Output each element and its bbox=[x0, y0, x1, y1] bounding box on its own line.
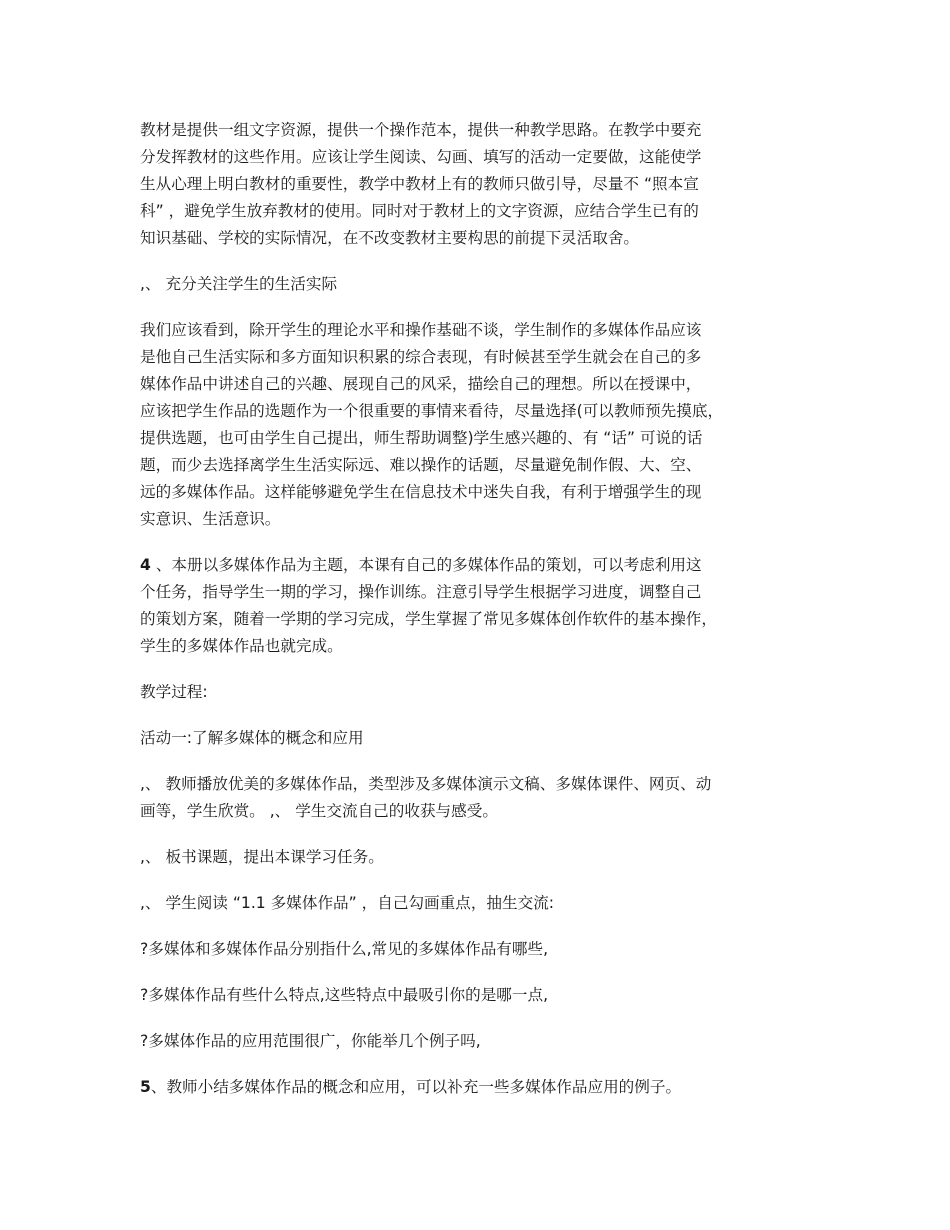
item5-line bbox=[140, 1077, 681, 1097]
step1-line-2: 画等，学生欣赏。 ,、 学生交流自己的收获与感受。 bbox=[140, 802, 498, 820]
para2-line-4: 应该把学生作品的选题作为一个很重要的事情来看待，尽量选择(可以教师预先摸底， bbox=[140, 402, 724, 420]
item4-line-2: 个任务，指导学生一期的学习，操作训练。注意引导学生根据学习进度，调整自己 bbox=[140, 583, 702, 601]
step3: ,、 板书课题，提出本课学习任务。 bbox=[140, 848, 384, 866]
para2-line-1: 我们应该看到，除开学生的理论水平和操作基础不谈，学生制作的多媒体作品应该 bbox=[140, 321, 702, 339]
para1-line-5: 知识基础、学校的实际情况，在不改变教材主要构思的前提下灵活取舍。 bbox=[140, 229, 640, 247]
para1-line-3: 生从心理上明白教材的重要性，教学中教材上有的教师只做引导，尽量不 “照本宣 bbox=[140, 175, 699, 193]
para2-line-6: 题，而少去选择离学生生活实际远、难以操作的话题，尽量避免制作假、大、空、 bbox=[140, 456, 702, 474]
item5-number: 5 bbox=[140, 1078, 151, 1096]
para2-line-3: 媒体作品中讲述自己的兴趣、展现自己的风采，描绘自己的理想。所以在授课中， bbox=[140, 375, 702, 393]
item4-line-1 bbox=[140, 555, 702, 575]
para2-line-2: 是他自己生活实际和多方面知识积累的综合表现，有时候甚至学生就会在自己的多 bbox=[140, 348, 702, 366]
para2-line-5: 提供选题，也可由学生自己提出，师生帮助调整)学生感兴趣的、有 “话” 可说的话 bbox=[140, 429, 703, 447]
para2-line-8: 实意识、生活意识。 bbox=[140, 510, 281, 528]
question-2: ?多媒体作品有些什么特点,这些特点中最吸引你的是哪一点, bbox=[140, 986, 549, 1004]
step1-line-1: ,、 教师播放优美的多媒体作品，类型涉及多媒体演示文稿、多媒体课件、网页、动 bbox=[140, 775, 712, 793]
section-heading-life: ,、 充分关注学生的生活实际 bbox=[140, 275, 338, 293]
process-title: 教学过程: bbox=[140, 683, 208, 701]
item4-line-4: 学生的多媒体作品也就完成。 bbox=[140, 637, 343, 655]
para1-line-2: 分发挥教材的这些作用。应该让学生阅读、勾画、填写的活动一定要做，这能使学 bbox=[140, 148, 702, 166]
activity1-title: 活动一:了解多媒体的概念和应用 bbox=[140, 729, 364, 747]
item4-line-3: 的策划方案，随着一学期的学习完成，学生掌握了常见多媒体创作软件的基本操作， bbox=[140, 610, 717, 628]
question-3: ?多媒体作品的应用范围很广，你能举几个例子吗, bbox=[140, 1032, 481, 1050]
step4: ,、 学生阅读 “1.1 多媒体作品” ，自己勾画重点，抽生交流: bbox=[140, 894, 555, 912]
question-1: ?多媒体和多媒体作品分别指什么,常见的多媒体作品有哪些, bbox=[140, 940, 549, 958]
item4-number: 4 bbox=[140, 556, 151, 574]
para1-line-1: 教材是提供一组文字资源，提供一个操作范本，提供一种教学思路。在教学中要充 bbox=[140, 121, 702, 139]
item5-text: 、教师小结多媒体作品的概念和应用，可以补充一些多媒体作品应用的例子。 bbox=[150, 1078, 682, 1096]
item4-text: 、本册以多媒体作品为主题，本课有自己的多媒体作品的策划，可以考虑利用这 bbox=[150, 556, 702, 574]
para1-line-4: 科” ，避免学生放弃教材的使用。同时对于教材上的文字资源，应结合学生已有的 bbox=[140, 202, 699, 220]
para2-line-7: 远的多媒体作品。这样能够避免学生在信息技术中迷失自我，有利于增强学生的现 bbox=[140, 483, 702, 501]
